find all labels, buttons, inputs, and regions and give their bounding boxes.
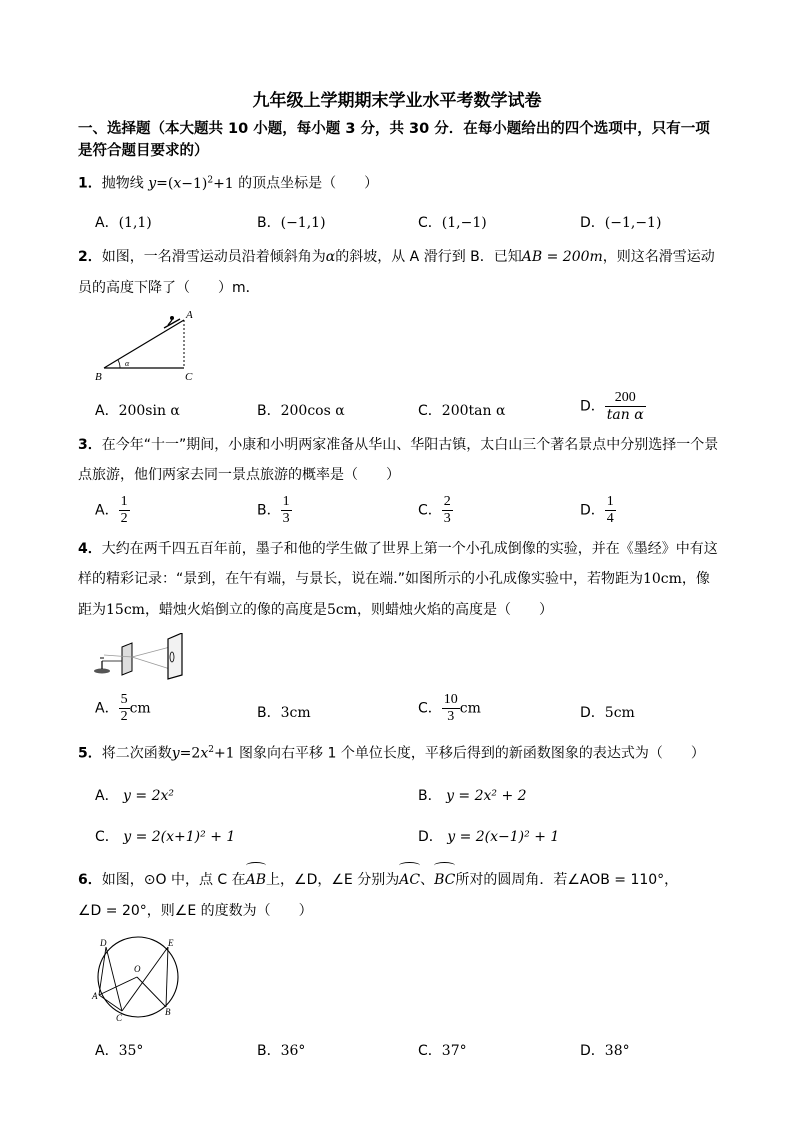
question-4-line-2: 样的精彩记录：“景到，在午有端，与景长，说在端.”如图所示的小孔成像实验中，若物距为10cm，像 [78, 571, 710, 587]
circle-figure [90, 935, 186, 1025]
slope-figure [92, 308, 204, 388]
option-b: B． y = 2x² + 2 [418, 788, 527, 804]
angle-arc [118, 360, 120, 368]
label-c: C [116, 1013, 123, 1023]
option-d: D．(−1,−1) [580, 215, 662, 231]
question-1: 1．抛物线 $y=(x-1)^2+1$ 的顶点坐标是（ ） [78, 175, 379, 192]
page-title: 九年级上学期期末学业水平考数学试卷 [252, 91, 542, 111]
option-b: B．36° [257, 1043, 306, 1059]
option-d: D． y = 2(x−1)² + 1 [418, 829, 560, 845]
option-c: C． $\frac{10}{3}$ cm [418, 692, 481, 724]
label-b: B [95, 371, 102, 383]
question-5: 5．将二次函数$y=2x^2+1$ 图象向右平移 1 个单位长度，平移后得到的新函数图象的表达式为（ ） [78, 745, 705, 762]
section-line-1: 一、选择题（本大题共 10 小题，每小题 3 分，共 30 分．在每小题给出的四个选项中，只有一项 [78, 121, 710, 137]
slope-line [104, 320, 184, 368]
option-c: C．37° [418, 1043, 467, 1059]
option-a: A．200sin α [95, 403, 180, 419]
formula: y [148, 175, 157, 192]
option-b: B．3cm [257, 705, 311, 721]
label-e: E [168, 938, 174, 948]
section-line-2: 是符合题目要求的） [78, 143, 209, 159]
option-d: D．5cm [580, 705, 635, 721]
skier-icon [164, 316, 180, 328]
label-c: C [185, 371, 193, 383]
option-a: A． y = 2x² [95, 788, 174, 804]
option-b: B．200cos α [257, 403, 345, 419]
label-d: D [100, 938, 107, 948]
label-alpha: α [125, 359, 130, 368]
question-text: 抛物线 [101, 175, 144, 192]
question-2-line-2: 员的高度下降了（ ）m． [78, 280, 260, 296]
label-o: O [134, 964, 141, 974]
option-c: C．200tan α [418, 403, 506, 419]
option-d: D． $\frac{200}{\text{tan α}}$ [580, 390, 644, 423]
option-c: C．(1,−1) [418, 215, 487, 231]
option-a: A． $\frac{1}{2}$ [95, 494, 128, 526]
option-b: B． $\frac{1}{3}$ [257, 494, 290, 526]
option-d: D． $\frac{1}{4}$ [580, 494, 614, 526]
candle-base [94, 669, 110, 674]
option-a: A．(1,1) [95, 215, 152, 231]
question-4-line-3: 距为15cm，蜡烛火焰倒立的像的高度是5cm，则蜡烛火焰的高度是（ ） [78, 602, 553, 618]
option-d: D．38° [580, 1043, 630, 1059]
question-3: 3．在今年“十一”期间，小康和小明两家准备从华山、华阳古镇，太白山三个著名景点中分别选择一个景 [78, 437, 719, 453]
section-heading [78, 118, 758, 162]
pinhole-board [122, 643, 132, 675]
option-c: C． y = 2(x+1)² + 1 [95, 829, 236, 845]
label-b: B [165, 1007, 171, 1017]
question-3-line-2: 点旅游，他们两家去同一景点旅游的概率是（ ） [78, 467, 400, 483]
option-a: A． $\frac{5}{2}$ cm [95, 692, 151, 724]
label-a: A [92, 991, 98, 1001]
question-6: 6．如图，⊙O 中，点 C 在AB上，∠D，∠E 分别为AC、BC所对的圆周角．若∠AOB = 110°， [78, 862, 758, 896]
option-c: C． $\frac{2}{3}$ [418, 494, 451, 526]
question-2: 2．如图，一名滑雪运动员沿着倾斜角为α的斜坡，从 A 滑行到 B．已知AB = 200m，则这名滑雪运动 [78, 249, 715, 265]
question-text: 的顶点坐标是（ ） [233, 175, 379, 192]
pinhole-figure [92, 633, 188, 681]
question-4: 4．大约在两千四五百年前，墨子和他的学生做了世界上第一个小孔成倒像的实验，并在《墨经》中有这 [78, 541, 718, 557]
option-a: A．35° [95, 1043, 144, 1059]
question-number: 1． [78, 175, 102, 192]
option-b: B．(−1,1) [257, 215, 326, 231]
question-6-line-2: ∠D = 20°，则∠E 的度数为（ ） [78, 903, 313, 919]
label-a: A [186, 309, 193, 321]
